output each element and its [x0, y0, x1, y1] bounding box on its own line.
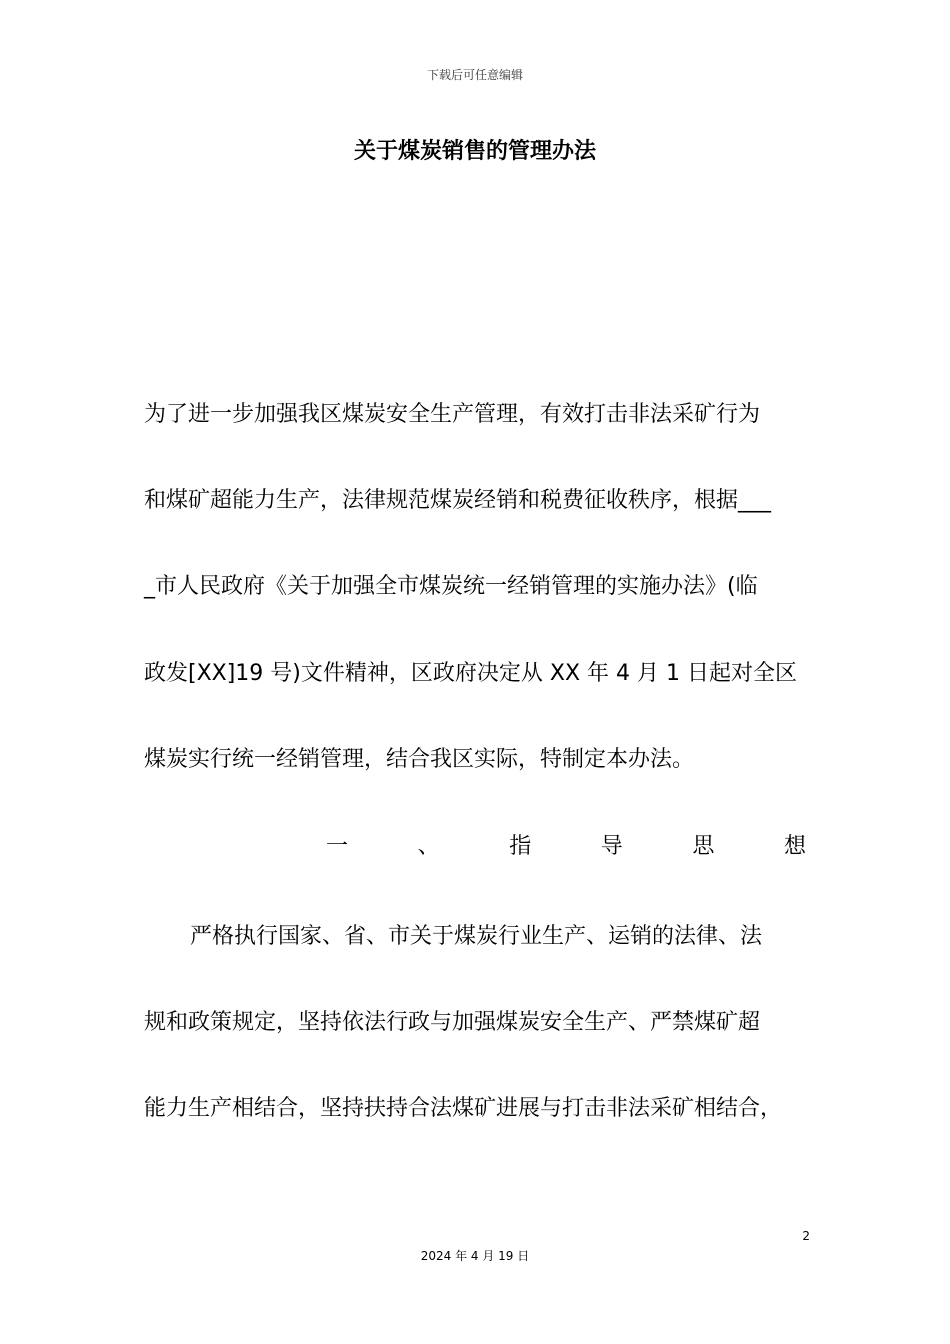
- body-line-3: _市人民政府《关于加强全市煤炭统一经销管理的实施办法》(临: [144, 574, 758, 599]
- section-heading-char: 思: [692, 834, 715, 859]
- body-line-4: 政发[XX]19 号)文件精神，区政府决定从 XX 年 4 月 1 日起对全区: [144, 661, 797, 686]
- section-heading-char: 导: [600, 834, 623, 859]
- section-line-3: 能力生产相结合，坚持扶持合法煤矿进展与打击非法采矿相结合，: [144, 1096, 783, 1121]
- section-line-2: 规和政策规定，坚持依法行政与加强煤炭安全生产、严禁煤矿超: [144, 1010, 761, 1035]
- header-note: 下载后可任意编辑: [426, 68, 523, 82]
- section-heading: [326, 832, 806, 862]
- body-line-5: 煤炭实行统一经销管理，结合我区实际，特制定本办法。: [144, 747, 695, 772]
- footer-date: 2024 年 4 月 19 日: [420, 1249, 530, 1263]
- body-line-2: 和煤矿超能力生产，法律规范煤炭经销和税费征收秩序，根据___: [144, 488, 772, 513]
- body-line-1: 为了进一步加强我区煤炭安全生产管理，有效打击非法采矿行为: [144, 402, 761, 427]
- section-heading-char: 、: [417, 834, 440, 859]
- document-title: 关于煤炭销售的管理办法: [353, 139, 596, 164]
- section-line-1: 严格执行国家、省、市关于煤炭行业生产、运销的法律、法: [190, 924, 763, 949]
- section-heading-char: 想: [783, 834, 806, 859]
- section-heading-char: 指: [509, 834, 532, 859]
- page-number: 2: [802, 1229, 810, 1243]
- section-heading-char: 一: [326, 834, 349, 859]
